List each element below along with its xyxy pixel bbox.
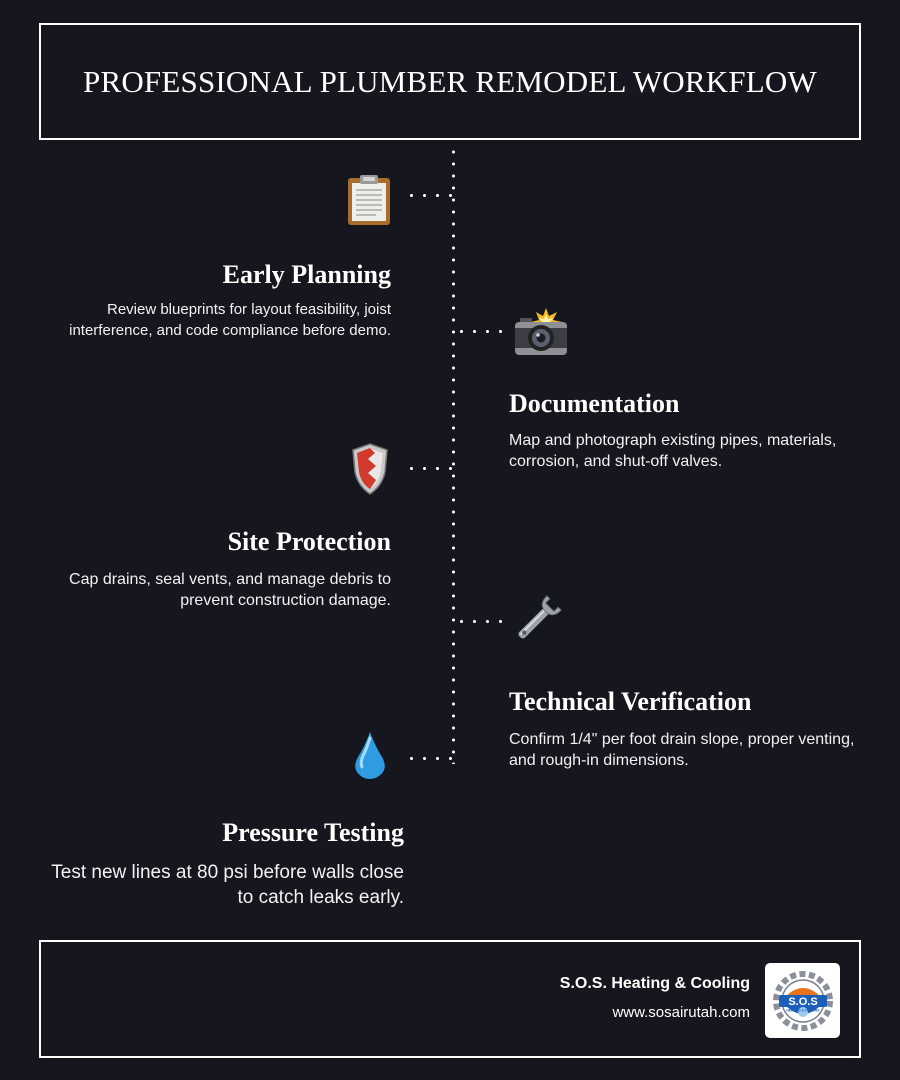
step-description: Map and photograph existing pipes, materials, corrosion, and shut-off valves.: [509, 432, 837, 470]
camera-flash-icon: [512, 306, 570, 358]
shield-icon: [350, 442, 390, 496]
step-description: Confirm 1/4" per foot drain slope, proper venting, and rough-in dimensions.: [509, 731, 855, 769]
title-banner: [39, 23, 861, 140]
step-title: Documentation: [509, 389, 680, 418]
connector-dots: [405, 757, 455, 760]
footer-banner: [39, 940, 861, 1058]
company-name: S.O.S. Heating & Cooling: [559, 975, 750, 992]
step-description: Cap drains, seal vents, and manage debris to prevent construction damage.: [69, 571, 391, 609]
logo-subtext: HEATING & COOLING: [785, 1008, 820, 1012]
step-description: Review blueprints for layout feasibility, joist interference, and code compliance before demo.: [69, 301, 391, 339]
connector-dots: [455, 330, 505, 333]
connector-dots: [455, 620, 505, 623]
connector-dots: [405, 194, 455, 197]
website-link[interactable]: www.sosairutah.com: [612, 1004, 750, 1021]
clipboard-icon: [345, 174, 393, 226]
step-title: Technical Verification: [509, 687, 752, 716]
step-title: Pressure Testing: [222, 818, 404, 847]
page-title: PROFESSIONAL PLUMBER REMODEL WORKFLOW: [83, 63, 817, 99]
logo-text: S.O.S: [787, 995, 818, 1008]
wrench-icon: [510, 594, 564, 646]
step-description: Test new lines at 80 psi before walls close to catch leaks early.: [51, 862, 404, 908]
timeline-spine: [452, 146, 455, 764]
step-title: Early Planning: [222, 260, 391, 289]
step-title: Site Protection: [227, 527, 391, 556]
connector-dots: [405, 467, 455, 470]
water-drop-icon: [352, 730, 388, 780]
company-logo: [765, 963, 840, 1038]
